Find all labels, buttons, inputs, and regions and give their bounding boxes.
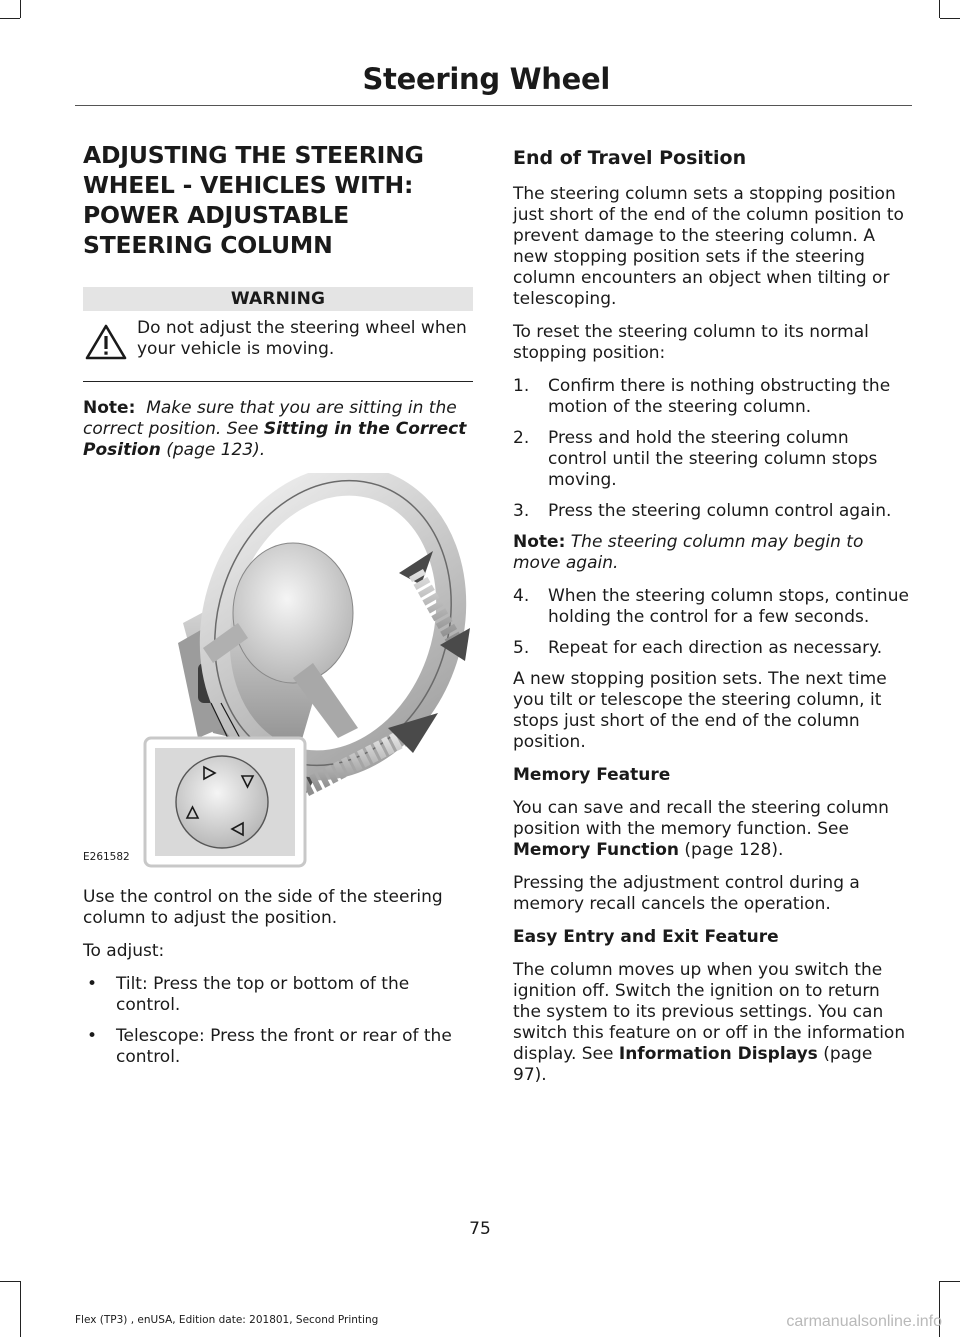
page-ref: (page 97). [513,1044,873,1085]
page-header-title: Steering Wheel [362,62,610,96]
figure-label: E261582 [83,851,130,863]
steering-wheel-illustration [83,473,473,873]
watermark: carmanualsonline.info [786,1313,942,1330]
paragraph: Pressing the adjustment control during a memory recall cancels the operation. [513,873,860,914]
xref-link[interactable]: Information Displays [618,1044,818,1064]
memory-paragraph [513,798,909,861]
step-number: 4. [513,586,530,606]
paragraph: To reset the steering column to its normal stopping position: [513,322,869,363]
steps-list [513,586,909,659]
page-ref: (page 128). [679,840,784,860]
control-switch [176,756,268,848]
paragraph: The steering column sets a stopping position just short of the end of the column position to prevent damage to the steering column. A new stopping position sets if the steering column encounters an object when tilting or telescoping. [513,184,904,309]
step-text: When the steering column stops, continue holding the control for a few seconds. [548,586,909,627]
crop-mark [0,1281,20,1282]
list-item: • Telescope: Press the front or rear of the control. [87,1026,452,1067]
easy-entry-paragraph [513,960,909,1086]
step-text: Confirm there is nothing obstructing the motion of the steering column. [548,376,891,417]
list-item-text: Telescope: Press the front or rear of the control. [116,1026,452,1067]
step-item [513,376,909,418]
note-label: Note: [83,398,136,418]
note-paragraph [83,398,473,461]
to-adjust-label: To adjust: [83,941,165,961]
note-label: Note: [513,532,566,552]
intro-paragraph: Use the control on the side of the steering column to adjust the position. [83,887,443,928]
list-item-text: Tilt: Press the top or bottom of the control. [116,974,410,1015]
easy-entry-title: Easy Entry and Exit Feature [513,927,779,947]
step-text: Press the steering column control again. [548,501,892,521]
list-item: • Tilt: Press the top or bottom of the control. [87,974,410,1015]
warning-bar: WARNING [83,287,473,311]
step-number: 5. [513,638,530,658]
easy-entry-text: The column moves up when you switch the ignition off. Switch the ignition on to return the system to its previous settings. You can switch this feature on or off in the information display. See [513,960,906,1064]
page-ref: (page 123). [166,440,266,460]
subsection-title: End of Travel Position [513,147,747,169]
steps-list [513,376,909,522]
warning-box [83,311,473,382]
step-number: 3. [513,501,530,521]
step-item [513,638,909,659]
note-paragraph [513,532,909,574]
right-column [513,146,909,1098]
crop-mark [20,1281,21,1337]
header-rule [75,105,912,106]
note-text: The steering column may begin to move again. [513,532,864,573]
memory-text: You can save and recall the steering column position with the memory function. See [513,798,889,839]
step-item [513,586,909,628]
note-text: Make sure that you are sitting in the correct position. See [83,398,457,439]
paragraph: A new stopping position sets. The next time you tilt or telescope the steering column, it stops just short of the end of the column position. [513,669,887,752]
step-number: 2. [513,428,530,448]
section-title: ADJUSTING THE STEERING WHEEL - VEHICLES WITH: POWER ADJUSTABLE STEERING COLUMN [83,141,424,259]
crop-mark [20,0,21,18]
step-item [513,428,909,491]
step-item [513,501,909,522]
step-text: Press and hold the steering column control until the steering column stops moving. [548,428,878,490]
xref-link[interactable]: Sitting in the Correct Position [83,419,467,460]
footer-text: Flex (TP3) , enUSA, Edition date: 201801, Second Printing [75,1314,379,1326]
left-column [83,140,473,1078]
warning-triangle-icon [85,324,127,360]
step-number: 1. [513,376,530,396]
steering-column-figure [83,473,473,873]
crop-mark [940,1281,960,1282]
xref-link[interactable]: Memory Function [513,840,680,860]
adjust-list [83,974,473,1068]
crop-mark [0,18,20,19]
page-number: 75 [469,1219,491,1239]
step-text: Repeat for each direction as necessary. [548,638,883,658]
crop-mark [939,0,940,18]
memory-feature-title: Memory Feature [513,765,671,785]
crop-mark [940,18,960,19]
warning-text: Do not adjust the steering wheel when your vehicle is moving. [137,318,467,359]
